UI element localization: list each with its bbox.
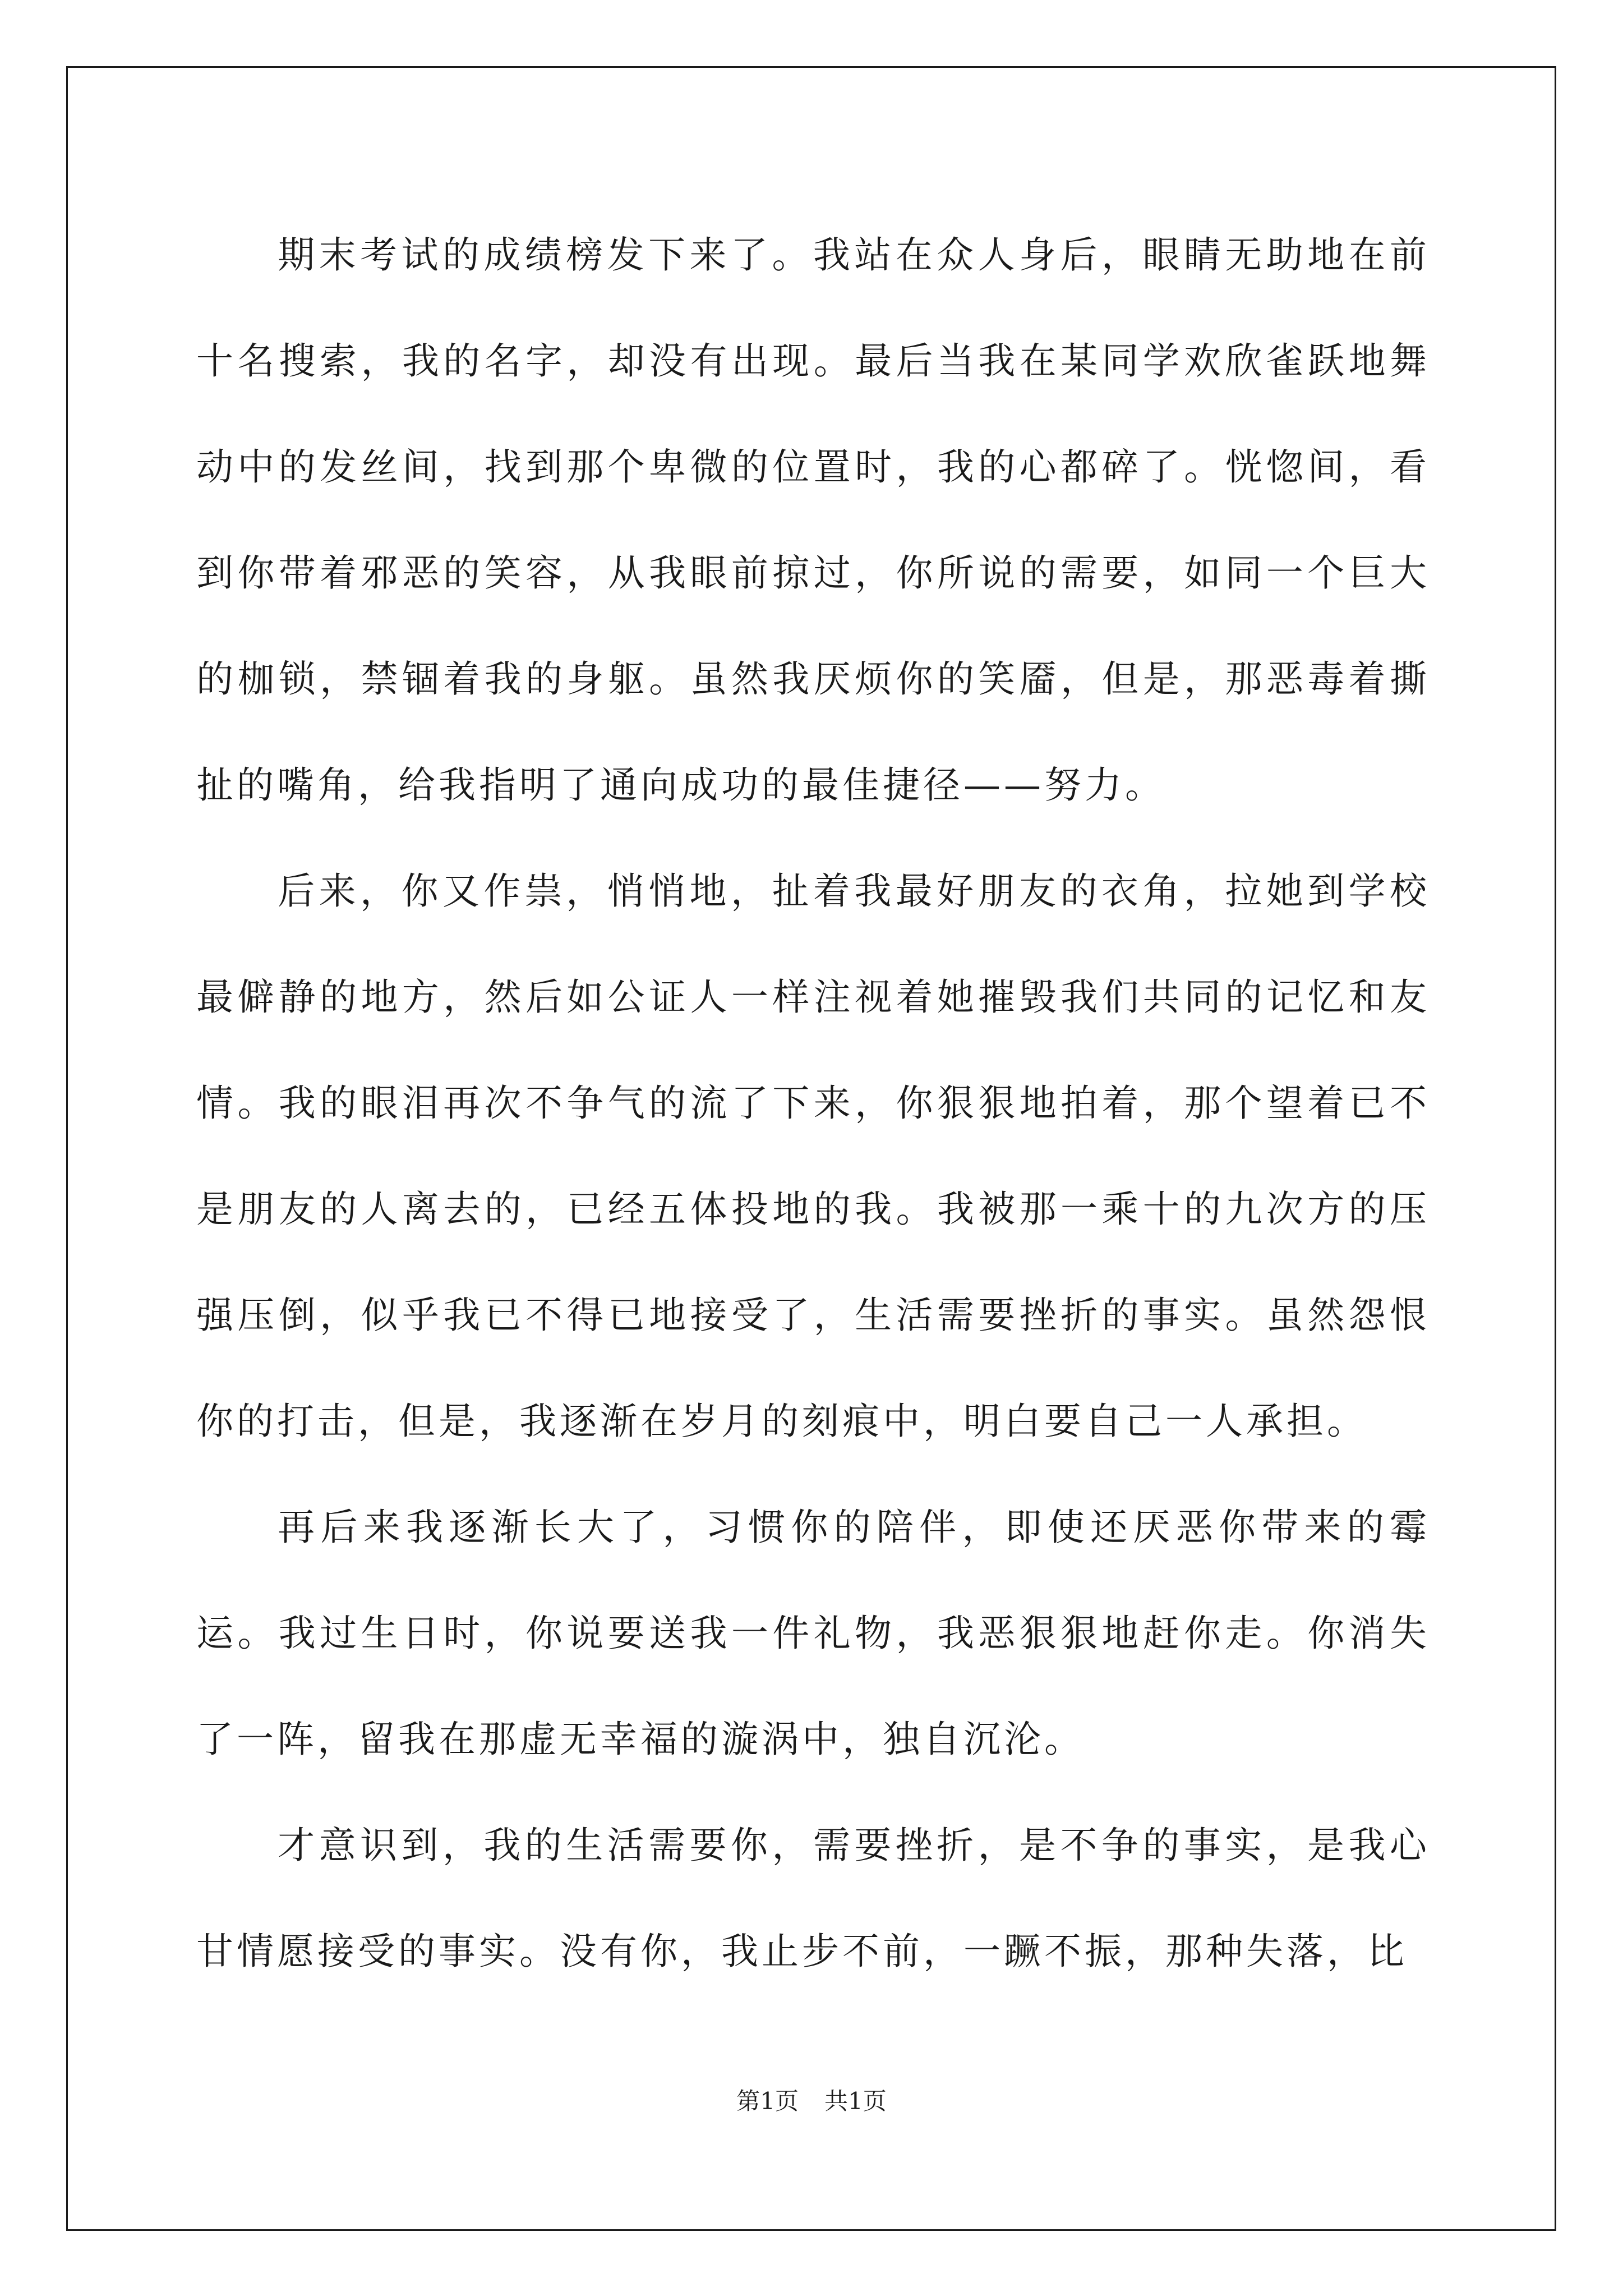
- page-number: 第1页: [736, 2087, 799, 2115]
- paragraph-2: 后来，你又作祟，悄悄地，扯着我最好朋友的衣角，拉她到学校最僻静的地方，然后如公证人一样注视着她摧毁我们共同的记忆和友情。我的眼泪再次不争气的流了下来，你狠狠地拍着，那个望着已不是朋友的人离去的，已经五体投地的我。我被那一乘十的九次方的压强压倒，似乎我已不得已地接受了，生活需要挫折的事实。虽然怨恨你的打击，但是，我逐渐在岁月的刻痕中，明白要自己一人承担。: [196, 869, 1430, 1443]
- paragraph-1: 期末考试的成绩榜发下来了。我站在众人身后，眼睛无助地在前十名搜索，我的名字，却没有出现。最后当我在某同学欢欣雀跃地舞动中的发丝间，找到那个卑微的位置时，我的心都碎了。恍惚间，看到你带着邪恶的笑容，从我眼前掠过，你所说的需要，如同一个巨大的枷锁，禁锢着我的身躯。虽然我厌烦你的笑靥，但是，那恶毒着撕扯的嘴角，给我指明了通向成功的最佳捷径——努力。: [196, 233, 1430, 807]
- paragraph-3: 再后来我逐渐长大了，习惯你的陪伴，即使还厌恶你带来的霉运。我过生日时，你说要送我一件礼物，我恶狠狠地赶你走。你消失了一阵，留我在那虚无幸福的漩涡中，独自沉沦。: [196, 1506, 1430, 1761]
- page-footer: [0, 2083, 1623, 2116]
- document-body: [196, 202, 1430, 2004]
- page-total: 共1页: [824, 2087, 887, 2115]
- paragraph-4: 才意识到，我的生活需要你，需要挫折，是不争的事实，是我心甘情愿接受的事实。没有你，我止步不前，一蹶不振，那种失落，比: [196, 1824, 1430, 1973]
